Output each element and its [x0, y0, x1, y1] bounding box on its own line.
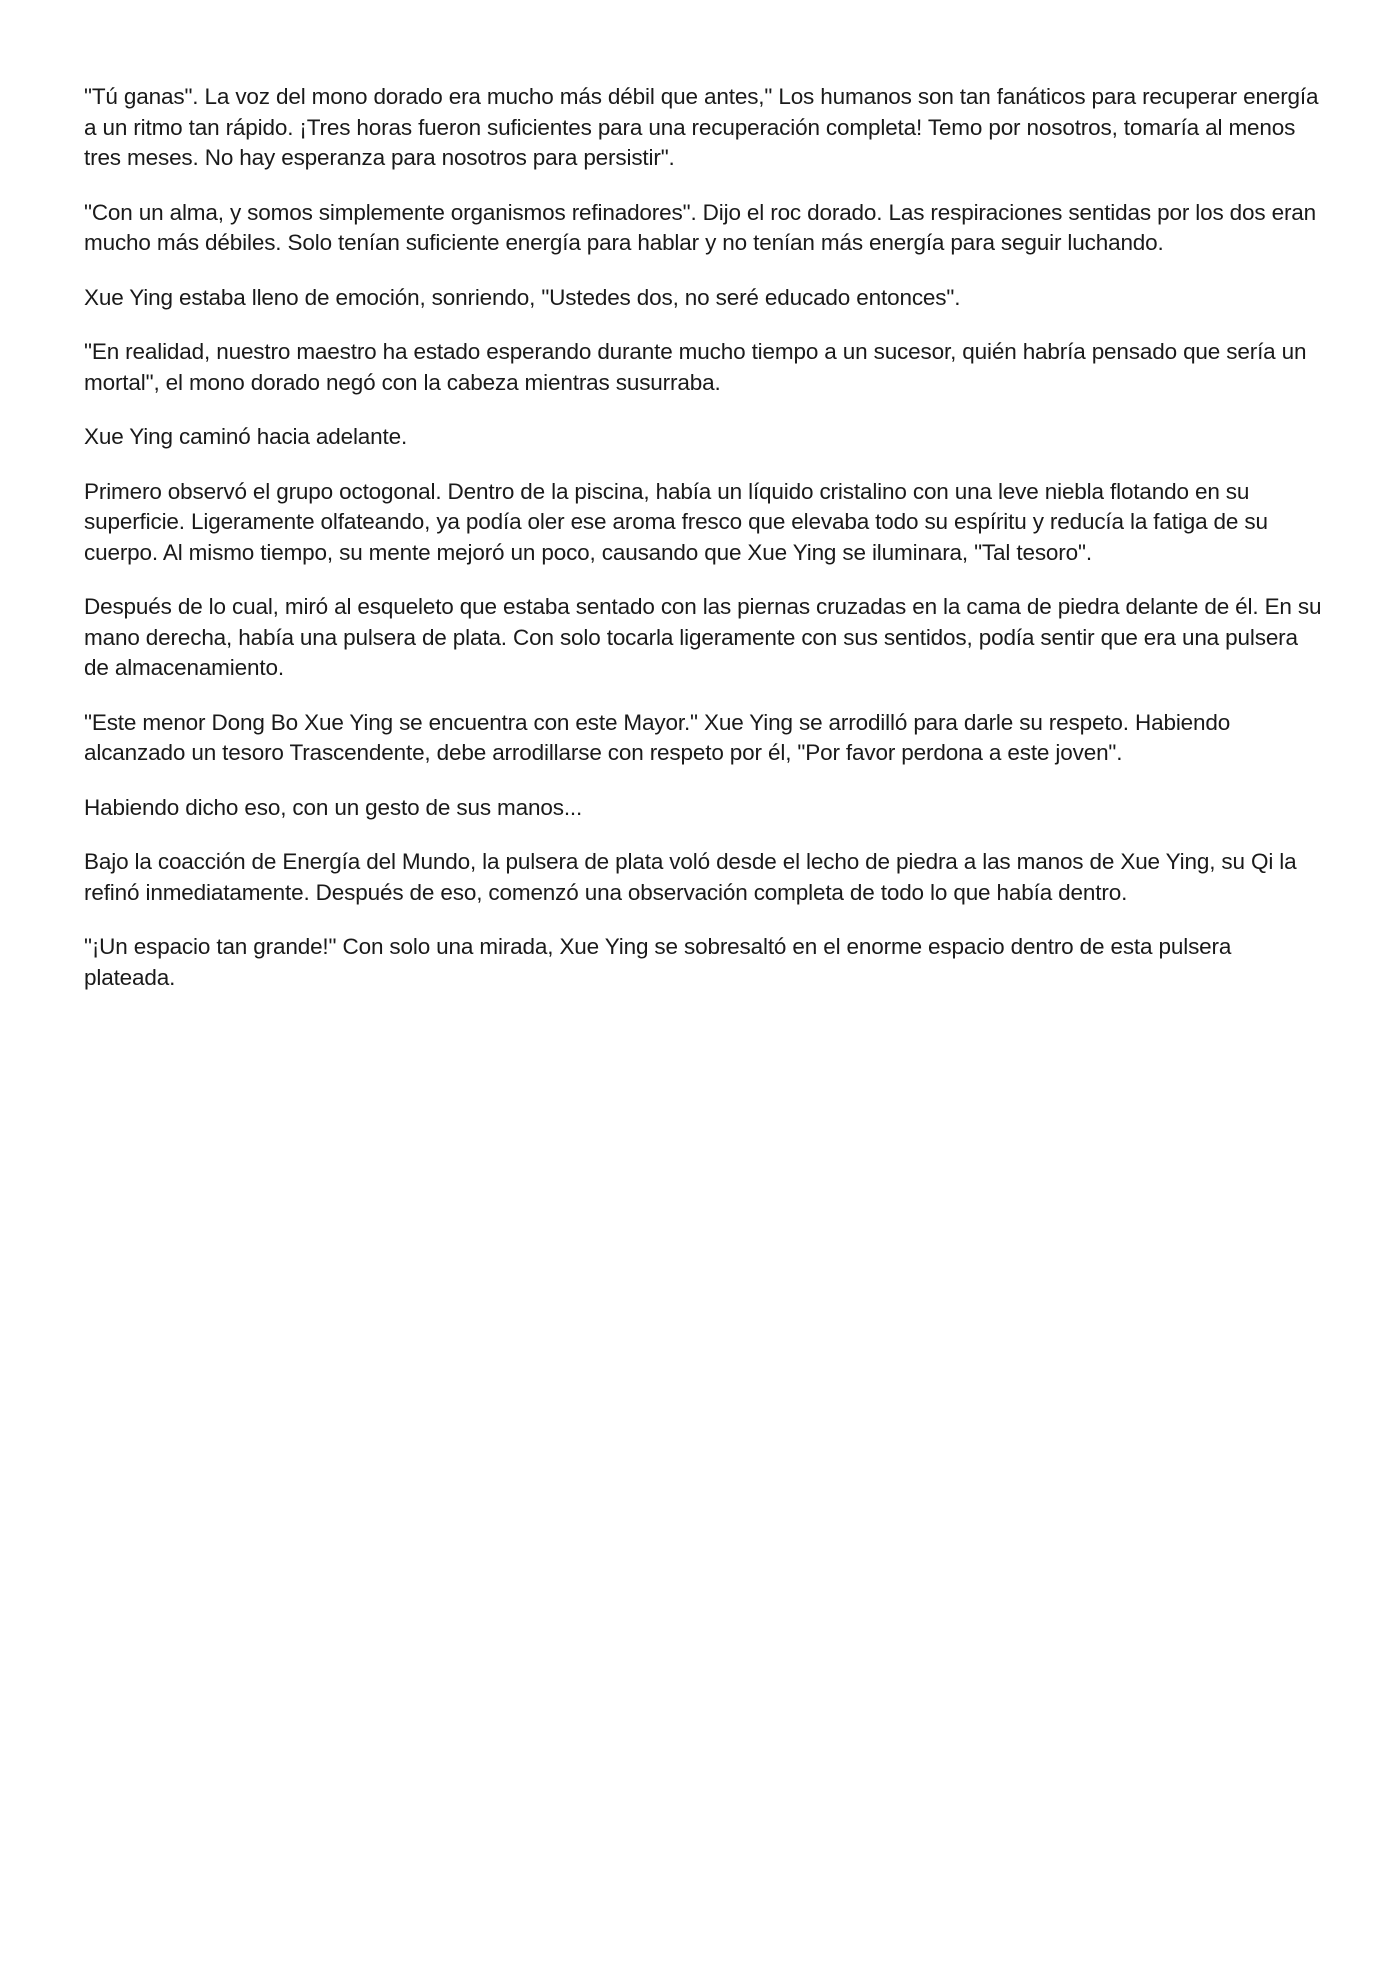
paragraph: "¡Un espacio tan grande!" Con solo una mirada, Xue Ying se sobresaltó en el enorme espacio dentro de esta pulsera plateada. [84, 934, 1232, 990]
paragraph: Después de lo cual, miró al esqueleto que estaba sentado con las piernas cruzadas en la cama de piedra delante de él. En su mano derecha, había una pulsera de plata. Con solo tocarla ligeramente con sus sentidos, podía sentir que era una pulsera de almacenamiento. [84, 594, 1322, 680]
paragraph: "Tú ganas". La voz del mono dorado era mucho más débil que antes," Los humanos son tan fanáticos para recuperar energía a un ritmo tan rápido. ¡Tres horas fueron suficientes para una recuperación completa! Temo por nosotros, tomaría al menos tres meses. No hay esperanza para nosotros para persistir". [84, 84, 1319, 170]
document-body [84, 82, 1324, 1017]
paragraph: Primero observó el grupo octogonal. Dentro de la piscina, había un líquido cristalino con una leve niebla flotando en su superficie. Ligeramente olfateando, ya podía oler ese aroma fresco que elevaba todo su espíritu y reducía la fatiga de su cuerpo. Al mismo tiempo, su mente mejoró un poco, causando que Xue Ying se iluminara, "Tal tesoro". [84, 478, 1268, 565]
paragraph: "En realidad, nuestro maestro ha estado esperando durante mucho tiempo a un sucesor, quién habría pensado que sería un mortal", el mono dorado negó con la cabeza mientras susurraba. [84, 339, 1307, 395]
paragraph: "Este menor Dong Bo Xue Ying se encuentra con este Mayor." Xue Ying se arrodilló para darle su respeto. Habiendo alcanzado un tesoro Trascendente, debe arrodillarse con respeto por él, "Por favor perdona a este joven". [84, 709, 1231, 765]
paragraph: Habiendo dicho eso, con un gesto de sus manos... [84, 794, 583, 820]
paragraph: Bajo la coacción de Energía del Mundo, la pulsera de plata voló desde el lecho de piedra a las manos de Xue Ying, su Qi la refinó inmediatamente. Después de eso, comenzó una observación completa de todo lo que había dentro. [84, 849, 1297, 905]
paragraph: "Con un alma, y somos simplemente organismos refinadores". Dijo el roc dorado. Las respiraciones sentidas por los dos eran mucho más débiles. Solo tenían suficiente energía para hablar y no tenían más energía para seguir luchando. [84, 199, 1317, 255]
paragraph: Xue Ying estaba lleno de emoción, sonriendo, "Ustedes dos, no seré educado entonces". [84, 284, 961, 310]
paragraph: Xue Ying caminó hacia adelante. [84, 424, 408, 449]
